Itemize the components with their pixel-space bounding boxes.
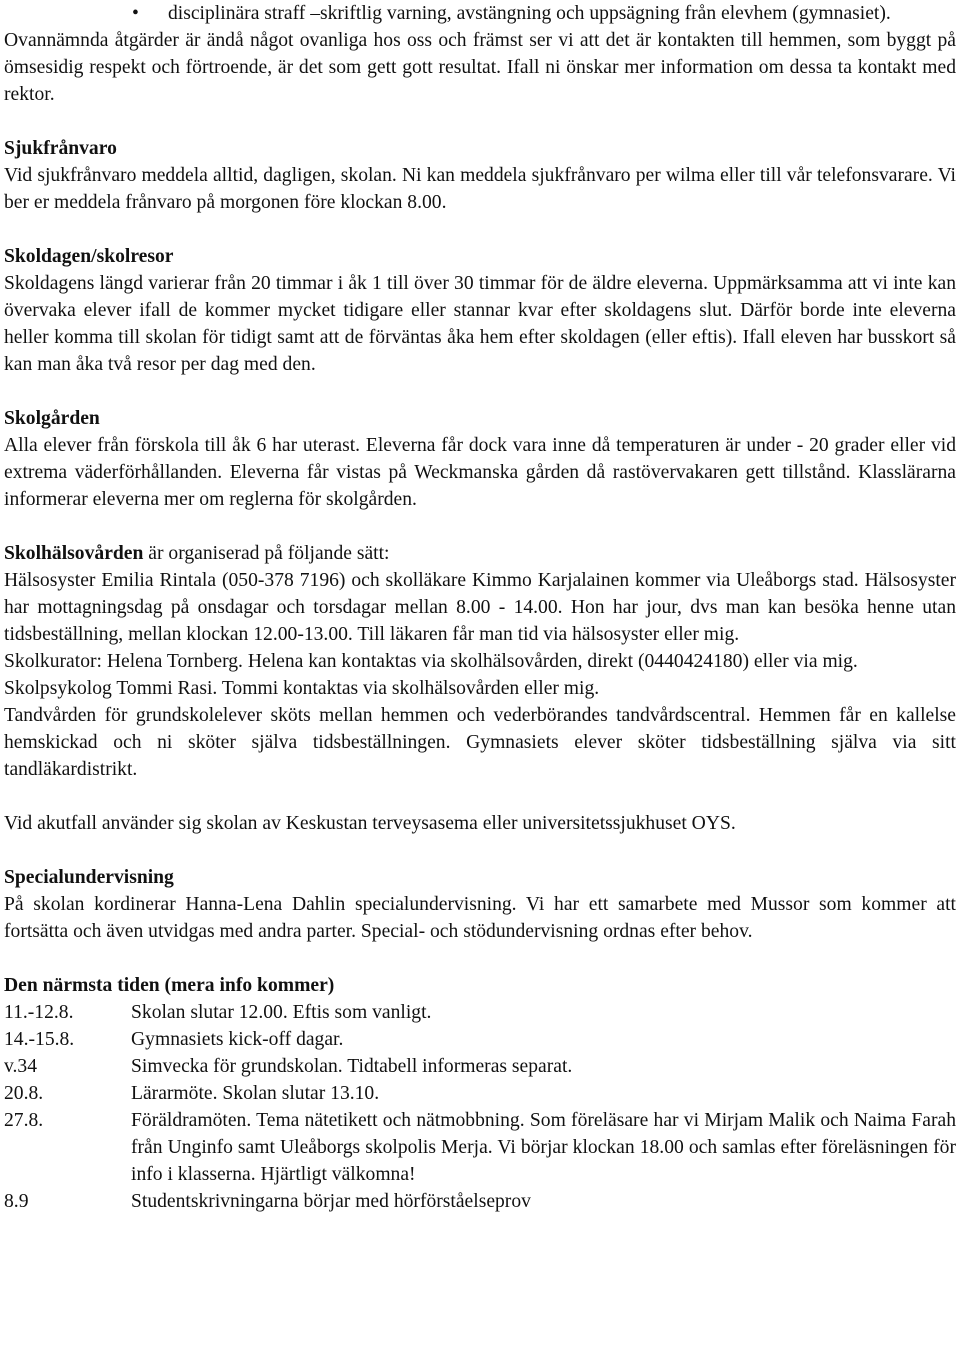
schedule-date: 20.8.	[4, 1083, 44, 1104]
akutfall-paragraph: Vid akutfall använder sig skolan av Keskustan terveysasema eller universitetssjukhuset OYS.	[4, 813, 736, 834]
skolhalsovarden-intro	[4, 540, 956, 567]
schedule-text: Gymnasiets kick-off dagar.	[131, 1029, 344, 1050]
bullet-icon: •	[132, 3, 139, 24]
bullet-item	[4, 0, 956, 27]
schedule-row	[4, 1080, 956, 1107]
skolhalsovarden-intro-text: är organiserad på följande sätt:	[143, 543, 390, 564]
schedule-row	[4, 1107, 956, 1188]
heading-skolgarden: Skolgården	[4, 408, 100, 429]
specialundervisning-paragraph: På skolan kordinerar Hanna-Lena Dahlin specialundervisning. Vi har ett samarbete med Mussor som kommer att fortsätta och även utvidgas med andra parter. Special- och stödundervisning ordnas efter behov.	[4, 894, 956, 942]
schedule-date: 27.8.	[4, 1110, 44, 1131]
schedule-text: Skolan slutar 12.00. Eftis som vanligt.	[131, 1002, 432, 1023]
schedule-date: v.34	[4, 1056, 38, 1077]
bullet-text: disciplinära straff –skriftlig varning, avstängning och uppsägning från elevhem (gymnasiet).	[168, 3, 891, 24]
schedule-date: 11.-12.8.	[4, 1002, 74, 1023]
heading-sjukfranvaro: Sjukfrånvaro	[4, 138, 117, 159]
kurator-paragraph: Skolkurator: Helena Tornberg. Helena kan kontaktas via skolhälsovården, direkt (0440424180) eller via mig.	[4, 651, 858, 672]
schedule-list	[4, 999, 956, 1215]
heading-specialundervisning: Specialundervisning	[4, 867, 174, 888]
schedule-text: Simvecka för grundskolan. Tidtabell informeras separat.	[131, 1056, 573, 1077]
heading-skoldagen: Skoldagen/skolresor	[4, 246, 174, 267]
schedule-text: Lärarmöte. Skolan slutar 13.10.	[131, 1083, 380, 1104]
heading-skolhalsovarden: Skolhälsovården	[4, 543, 144, 564]
schedule-row	[4, 1026, 956, 1053]
halsosyster-paragraph: Hälsosyster Emilia Rintala (050-378 7196) och skolläkare Kimmo Karjalainen kommer via Uleåborgs stad. Hälsosyster har mottagningsdag på onsdagar och torsdagar mellan 8.00 - 14.00. Hon har jour, dvs man kan besöka henne utan tidsbeställning, mellan klockan 12.00-13.00. Till läkaren får man tid via hälsosyster eller mig.	[4, 570, 956, 645]
heading-schedule: Den närmsta tiden (mera info kommer)	[4, 975, 335, 996]
psykolog-paragraph: Skolpsykolog Tommi Rasi. Tommi kontaktas via skolhälsovården eller mig.	[4, 678, 600, 699]
schedule-date: 8.9	[4, 1191, 29, 1212]
skolgarden-paragraph: Alla elever från förskola till åk 6 har uterast. Eleverna får dock vara inne då temperaturen är under - 20 grader eller vid extrema väderförhållanden. Eleverna får vistas på Weckmanska gården då rastövervakaren gett tillstånd. Klasslärarna informerar eleverna mer om reglerna för skolgården.	[4, 435, 956, 510]
schedule-date: 14.-15.8.	[4, 1029, 75, 1050]
sjukfranvaro-paragraph: Vid sjukfrånvaro meddela alltid, dagligen, skolan. Ni kan meddela sjukfrånvaro per wilma eller till vår telefonsvarare. Vi ber er meddela frånvaro på morgonen före klockan 8.00.	[4, 165, 956, 213]
skoldagen-paragraph: Skoldagens längd varierar från 20 timmar i åk 1 till över 30 timmar för de äldre eleverna. Uppmärksamma att vi inte kan övervaka elever ifall de kommer mycket tidigare eller stannar kvar efter skoldagens slut. Därför borde inte eleverna heller komma till skolan för tidigt samt att de förväntas åka hem efter skoldagen (eller eftis). Ifall eleven har busskort så kan man åka två resor per dag med den.	[4, 273, 956, 375]
schedule-row	[4, 999, 956, 1026]
tandvard-paragraph: Tandvården för grundskolelever sköts mellan hemmen och vederbörandes tandvårdscentral. Hemmen får en kallelse hemskickad och ni sköter själva tidsbeställningen. Gymnasiets elever sköter tidsbeställning själva via sitt tandläkardistrikt.	[4, 705, 956, 780]
intro-paragraph: Ovannämnda åtgärder är ändå något ovanliga hos oss och främst ser vi att det är kontakten till hemmen, som byggt på ömsesidig respekt och förtroende, är det som gett gott resultat. Ifall ni önskar mer information om dessa ta kontakt med rektor.	[4, 30, 956, 105]
schedule-row	[4, 1188, 956, 1215]
schedule-text: Föräldramöten. Tema nätetikett och nätmobbning. Som föreläsare har vi Mirjam Malik och Naima Farah från Unginfo samt Uleåborgs skolpolis Merja. Vi börjar klockan 18.00 och samlas efter föreläsningen för info i klasserna. Hjärtligt välkomna!	[131, 1110, 956, 1185]
schedule-row	[4, 1053, 956, 1080]
schedule-text: Studentskrivningarna börjar med hörförståelseprov	[131, 1191, 531, 1212]
